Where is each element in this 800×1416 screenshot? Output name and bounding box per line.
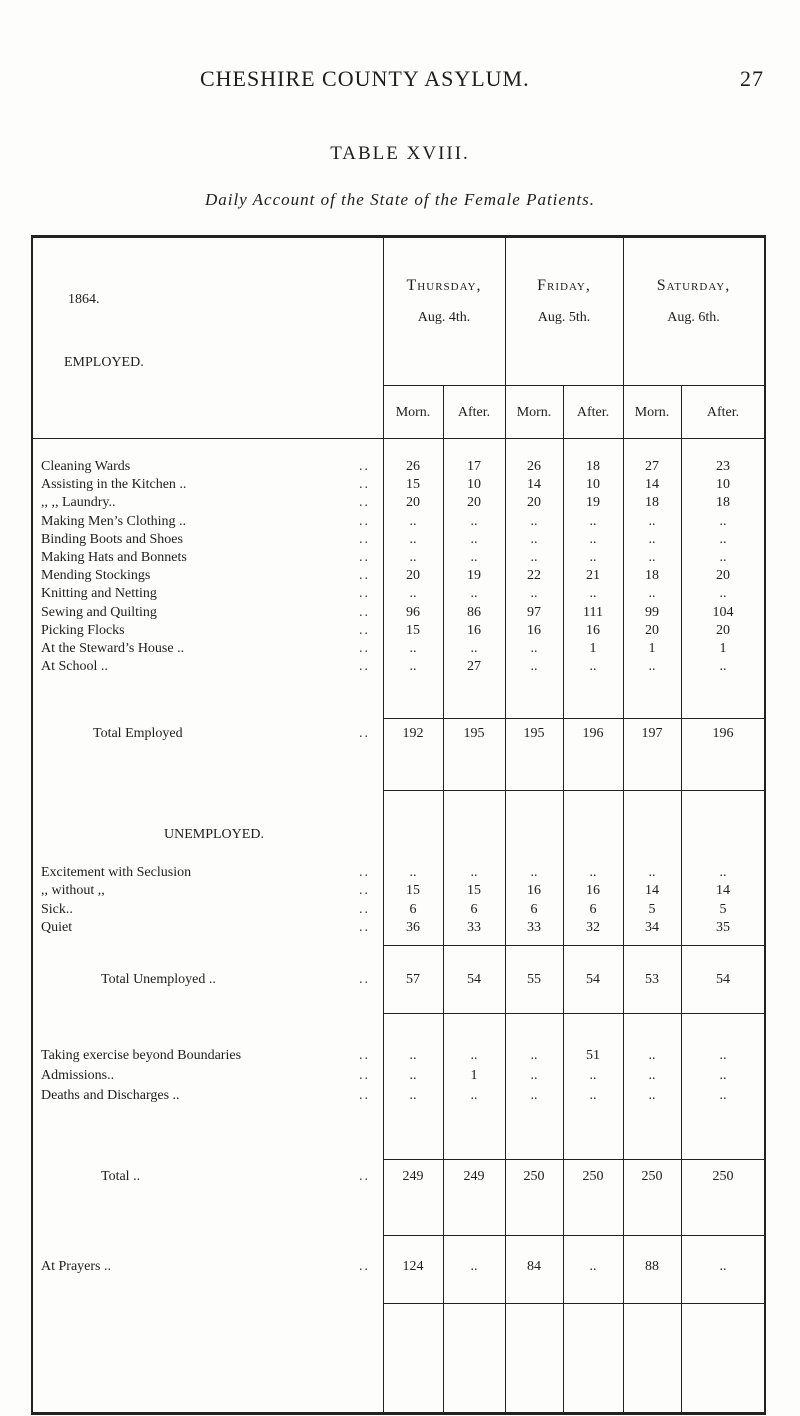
total-employed-label: Total Employed xyxy=(93,726,183,741)
table-cell: 27 xyxy=(467,659,481,675)
table-cell: 196 xyxy=(712,726,734,741)
table-cell: 15 xyxy=(406,477,420,493)
table-cell: .. xyxy=(530,641,538,656)
leader-dots: .. xyxy=(359,513,370,529)
total-unemployed-label: Total Unemployed .. xyxy=(101,972,216,987)
day-thursday: Thursday, xyxy=(406,277,482,294)
table-cell: 15 xyxy=(467,883,481,899)
table-cell: 250 xyxy=(641,1169,663,1184)
table-cell: .. xyxy=(409,1088,417,1103)
table-cell: 197 xyxy=(641,726,663,741)
table-cell: .. xyxy=(719,865,727,880)
table-cell: .. xyxy=(648,531,656,547)
table-cell: 57 xyxy=(406,972,420,987)
table-cell: 88 xyxy=(645,1259,659,1274)
section-rule xyxy=(383,718,766,719)
table-cell: .. xyxy=(589,659,597,675)
table-cell: 16 xyxy=(467,622,481,638)
table-cell: .. xyxy=(719,531,727,547)
year-label: 1864. xyxy=(68,292,100,307)
table-cell: .. xyxy=(530,1088,538,1103)
leader-dots: .. xyxy=(359,1068,370,1083)
table-cell: 86 xyxy=(467,604,481,620)
table-cell: .. xyxy=(589,1088,597,1103)
table-cell: .. xyxy=(530,586,538,602)
leader-dots: .. xyxy=(359,622,370,638)
page-header-title: CHESHIRE COUNTY ASYLUM. xyxy=(200,66,530,91)
table-cell: 14 xyxy=(645,883,659,899)
table-cell: .. xyxy=(648,550,656,565)
table-cell: .. xyxy=(589,586,597,602)
table-cell: 10 xyxy=(586,477,600,493)
table-cell: 14 xyxy=(645,477,659,493)
table-cell: 32 xyxy=(586,919,600,935)
table-cell: 22 xyxy=(527,568,541,584)
table-cell: .. xyxy=(648,659,656,675)
table-cell: 195 xyxy=(463,726,485,741)
table-cell: .. xyxy=(470,641,478,656)
table-cell: .. xyxy=(470,865,478,880)
table-cell: 36 xyxy=(406,919,420,935)
table-cell: 17 xyxy=(467,459,481,474)
table-cell: 10 xyxy=(716,477,730,493)
table-cell: .. xyxy=(719,1259,727,1274)
table-left-rule xyxy=(31,235,33,1415)
table-cell: .. xyxy=(530,513,538,529)
table-cell: .. xyxy=(530,531,538,547)
table-cell: .. xyxy=(719,659,727,675)
table-cell: 20 xyxy=(716,622,730,638)
table-cell: 33 xyxy=(527,919,541,935)
table-cell: 196 xyxy=(582,726,604,741)
unemployed-heading: UNEMPLOYED. xyxy=(164,827,264,842)
section-rule xyxy=(383,945,766,946)
table-cell: .. xyxy=(409,550,417,565)
employed-row-label: Making Men’s Clothing .. xyxy=(41,513,187,529)
table-cell: 195 xyxy=(523,726,545,741)
table-cell: .. xyxy=(470,1259,478,1274)
table-cell: 18 xyxy=(645,568,659,584)
subheader-after: After. xyxy=(576,405,610,420)
section-rule xyxy=(383,1013,766,1014)
other-row-label: Admissions.. xyxy=(41,1068,115,1083)
table-cell: .. xyxy=(648,865,656,880)
subheader-morn: Morn. xyxy=(516,405,552,420)
table-cell: 124 xyxy=(402,1259,424,1274)
header-rule xyxy=(383,385,766,386)
table-cell: .. xyxy=(409,586,417,602)
table-cell: 20 xyxy=(406,568,420,584)
unemployed-row-label: Quiet xyxy=(41,919,73,935)
table-cell: 16 xyxy=(586,883,600,899)
leader-dots: .. xyxy=(359,1088,370,1103)
table-cell: .. xyxy=(719,1068,727,1083)
table-cell: 20 xyxy=(467,495,481,511)
leader-dots: .. xyxy=(359,531,370,547)
leader-dots: .. xyxy=(359,1169,370,1184)
subheader-after: After. xyxy=(706,405,740,420)
leader-dots: .. xyxy=(359,550,370,565)
section-rule xyxy=(383,1235,766,1236)
table-cell: 20 xyxy=(716,568,730,584)
table-cell: .. xyxy=(589,531,597,547)
table-cell: 18 xyxy=(716,495,730,511)
table-cell: 15 xyxy=(406,883,420,899)
table-cell: 10 xyxy=(467,477,481,493)
table-cell: .. xyxy=(470,1048,478,1063)
table-cell: 1 xyxy=(470,1068,478,1083)
table-cell: .. xyxy=(409,531,417,547)
table-cell: 250 xyxy=(523,1169,545,1184)
section-rule xyxy=(383,1303,766,1304)
table-cell: 250 xyxy=(582,1169,604,1184)
table-cell: 249 xyxy=(402,1169,424,1184)
page-number: 27 xyxy=(740,66,764,91)
table-cell: .. xyxy=(648,1068,656,1083)
table-title: TABLE XVIII. xyxy=(330,143,470,164)
table-cell: .. xyxy=(409,513,417,529)
table-cell: .. xyxy=(589,513,597,529)
table-cell: 249 xyxy=(463,1169,485,1184)
total-label: Total .. xyxy=(101,1169,141,1184)
table-cell: 23 xyxy=(716,459,730,474)
leader-dots: .. xyxy=(359,726,370,741)
table-cell: .. xyxy=(470,586,478,602)
table-cell: 27 xyxy=(645,459,659,474)
table-cell: 34 xyxy=(645,919,659,935)
table-cell: .. xyxy=(719,513,727,529)
table-cell: 54 xyxy=(467,972,481,987)
table-cell: .. xyxy=(530,1068,538,1083)
table-cell: .. xyxy=(648,586,656,602)
table-cell: 99 xyxy=(645,604,659,620)
leader-dots: .. xyxy=(359,1259,370,1274)
employed-row-label: Picking Flocks xyxy=(41,622,125,638)
table-cell: 18 xyxy=(586,459,600,474)
leader-dots: .. xyxy=(359,972,370,987)
table-cell: 6 xyxy=(470,901,478,917)
other-row-label: Deaths and Discharges .. xyxy=(41,1088,180,1103)
table-cell: 51 xyxy=(586,1048,600,1063)
employed-row-label: Sewing and Quilting xyxy=(41,604,157,620)
table-cell: 33 xyxy=(467,919,481,935)
table-cell: .. xyxy=(409,659,417,675)
table-cell: 18 xyxy=(645,495,659,511)
table-cell: 1 xyxy=(719,641,727,656)
table-cell: 97 xyxy=(527,604,541,620)
table-cell: .. xyxy=(470,550,478,565)
table-cell: .. xyxy=(530,1048,538,1063)
table-cell: 26 xyxy=(406,459,420,474)
table-cell: .. xyxy=(648,1048,656,1063)
leader-dots: .. xyxy=(359,586,370,602)
table-cell: .. xyxy=(470,531,478,547)
table-cell: 54 xyxy=(716,972,730,987)
table-cell: 19 xyxy=(586,495,600,511)
table-cell: .. xyxy=(589,550,597,565)
table-cell: 6 xyxy=(530,901,538,917)
subheader-morn: Morn. xyxy=(395,405,431,420)
other-row-label: Taking exercise beyond Boundaries xyxy=(41,1048,242,1063)
table-bottom-rule xyxy=(31,1412,766,1415)
table-cell: .. xyxy=(530,550,538,565)
table-cell: 21 xyxy=(586,568,600,584)
patients-table xyxy=(31,235,766,1415)
table-right-rule xyxy=(764,235,766,1415)
table-cell: 111 xyxy=(583,604,603,620)
table-cell: 96 xyxy=(406,604,420,620)
table-cell: .. xyxy=(719,550,727,565)
employed-row-label: Mending Stockings xyxy=(41,568,151,584)
date-friday: Aug. 5th. xyxy=(537,310,591,325)
table-cell: .. xyxy=(409,1068,417,1083)
employed-row-label: Making Hats and Bonnets xyxy=(41,550,187,565)
table-cell: .. xyxy=(409,865,417,880)
table-cell: 16 xyxy=(586,622,600,638)
table-cell: .. xyxy=(589,865,597,880)
leader-dots: .. xyxy=(359,459,370,474)
section-rule xyxy=(383,790,766,791)
table-cell: .. xyxy=(470,513,478,529)
leader-dots: .. xyxy=(359,883,370,899)
table-top-rule xyxy=(31,235,766,238)
table-cell: .. xyxy=(719,1048,727,1063)
leader-dots: .. xyxy=(359,919,370,935)
date-thursday: Aug. 4th. xyxy=(417,310,471,325)
day-friday: Friday, xyxy=(537,277,591,294)
leader-dots: .. xyxy=(359,495,370,511)
prayers-label: At Prayers .. xyxy=(41,1259,111,1274)
table-cell: 53 xyxy=(645,972,659,987)
table-cell: 54 xyxy=(586,972,600,987)
unemployed-row-label: Excitement with Seclusion xyxy=(41,865,192,880)
employed-row-label: At School .. xyxy=(41,659,108,675)
employed-row-label: ,, ,, Laundry.. xyxy=(41,495,116,511)
table-cell: 5 xyxy=(719,901,727,917)
table-cell: .. xyxy=(719,1088,727,1103)
employed-row-label: Knitting and Netting xyxy=(41,586,157,602)
unemployed-row-label: ,, without ,, xyxy=(41,883,105,899)
employed-row-label: Binding Boots and Shoes xyxy=(41,531,183,547)
table-cell: .. xyxy=(530,659,538,675)
leader-dots: .. xyxy=(359,1048,370,1063)
table-cell: 20 xyxy=(527,495,541,511)
table-cell: .. xyxy=(648,1088,656,1103)
leader-dots: .. xyxy=(359,865,370,880)
employed-row-label: Cleaning Wards xyxy=(41,459,131,474)
table-cell: 1 xyxy=(648,641,656,656)
leader-dots: .. xyxy=(359,568,370,584)
employed-row-label: At the Steward’s House .. xyxy=(41,641,185,656)
table-subtitle: Daily Account of the State of the Female Patients. xyxy=(204,190,596,209)
table-cell: 6 xyxy=(409,901,417,917)
table-cell: 5 xyxy=(648,901,656,917)
table-cell: .. xyxy=(589,1068,597,1083)
table-cell: 35 xyxy=(716,919,730,935)
table-cell: .. xyxy=(470,1088,478,1103)
table-cell: 55 xyxy=(527,972,541,987)
employed-row-label: Assisting in the Kitchen .. xyxy=(41,477,187,493)
leader-dots: .. xyxy=(359,901,370,917)
section-rule xyxy=(383,1159,766,1160)
date-saturday: Aug. 6th. xyxy=(667,310,720,325)
table-cell: 104 xyxy=(712,604,734,620)
table-cell: 6 xyxy=(589,901,597,917)
table-cell: 14 xyxy=(716,883,730,899)
subheader-after: After. xyxy=(457,405,491,420)
table-cell: 20 xyxy=(406,495,420,511)
table-cell: .. xyxy=(648,513,656,529)
leader-dots: .. xyxy=(359,641,370,656)
table-cell: 14 xyxy=(527,477,541,493)
table-cell: .. xyxy=(589,1259,597,1274)
subheader-morn: Morn. xyxy=(634,405,670,420)
leader-dots: .. xyxy=(359,477,370,493)
unemployed-row-label: Sick.. xyxy=(41,901,73,917)
table-cell: 15 xyxy=(406,622,420,638)
table-cell: 192 xyxy=(402,726,424,741)
table-cell: .. xyxy=(719,586,727,602)
table-cell: 250 xyxy=(712,1169,734,1184)
day-saturday: Saturday, xyxy=(656,277,731,294)
table-cell: .. xyxy=(409,641,417,656)
leader-dots: .. xyxy=(359,604,370,620)
table-cell: 19 xyxy=(467,568,481,584)
table-cell: 16 xyxy=(527,622,541,638)
header-rule xyxy=(31,438,766,439)
table-cell: 26 xyxy=(527,459,541,474)
table-cell: .. xyxy=(530,865,538,880)
table-cell: .. xyxy=(409,1048,417,1063)
table-cell: 1 xyxy=(589,641,597,656)
table-cell: 20 xyxy=(645,622,659,638)
employed-heading: EMPLOYED. xyxy=(64,355,144,370)
table-cell: 16 xyxy=(527,883,541,899)
table-cell: 84 xyxy=(527,1259,541,1274)
leader-dots: .. xyxy=(359,659,370,675)
